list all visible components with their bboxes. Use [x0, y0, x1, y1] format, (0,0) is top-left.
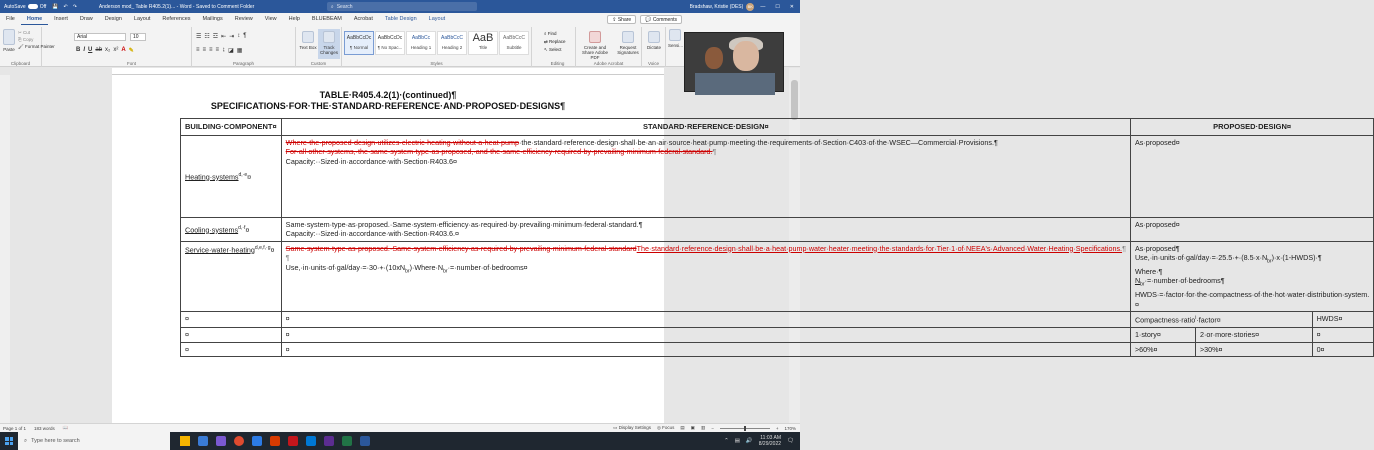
- focus-icon: ◎: [656, 425, 663, 430]
- shading-icon[interactable]: ◪: [228, 48, 234, 54]
- edge-icon[interactable]: [198, 436, 208, 446]
- style-heading-2[interactable]: [437, 31, 467, 55]
- bullets-icon[interactable]: ☰: [196, 34, 202, 40]
- track-changes-label: Track Changes: [319, 45, 338, 55]
- vertical-ruler: [0, 75, 10, 423]
- paragraph-mark: ¶: [285, 253, 290, 262]
- video-call-overlay[interactable]: [684, 32, 784, 92]
- heating-footnote: d,·e: [238, 171, 248, 178]
- adobe-group-label: Adobe Acrobat: [593, 61, 624, 66]
- align-right-icon[interactable]: ≡: [209, 47, 213, 53]
- style-name: Heading 2: [441, 45, 463, 50]
- font-group-label: Font: [126, 61, 136, 66]
- proposed-text: HWDS·=·factor·for·the·compactness·of·the·hot·water·distribution·system.¤: [1134, 290, 1370, 309]
- subscript: br: [1267, 258, 1272, 265]
- align-left-icon[interactable]: ≡: [196, 47, 200, 53]
- paragraph-group-label: Paragraph: [232, 61, 254, 66]
- font-group: [72, 27, 192, 67]
- chevron-up-icon[interactable]: ⌃: [724, 438, 729, 444]
- taskbar: [0, 432, 800, 450]
- tab-view[interactable]: View: [264, 16, 277, 22]
- table-row: [181, 135, 1374, 217]
- bold-button[interactable]: B: [76, 47, 81, 53]
- sensitivity-icon: [669, 29, 681, 41]
- compactness-cell[interactable]: [1130, 312, 1312, 328]
- share-button[interactable]: [607, 15, 636, 24]
- cooling-proposed-cell[interactable]: As·proposed¤: [1130, 217, 1373, 241]
- proofing-icon[interactable]: 📖: [62, 425, 69, 430]
- title-bar: [0, 0, 800, 13]
- text-box-button[interactable]: [298, 31, 318, 50]
- scissors-icon: ✂: [18, 30, 22, 35]
- table-title: TABLE·R405.4.2(1)·(continued)¶: [319, 90, 457, 100]
- user-account[interactable]: [690, 3, 755, 11]
- style-name: ¶ Normal: [349, 45, 369, 50]
- proposed-text: Where·¶: [1134, 266, 1163, 276]
- share-label: Share: [617, 16, 632, 23]
- sensitivity-button[interactable]: [668, 29, 682, 48]
- editing-group-label: Editing: [550, 61, 565, 66]
- empty-cell[interactable]: ¤: [181, 312, 282, 328]
- video-participant: [705, 47, 723, 69]
- search-icon: ⌕: [330, 3, 334, 10]
- tab-mailings[interactable]: Mailings: [202, 16, 223, 22]
- windows-icon: [5, 437, 13, 445]
- text-box-label: Text Box: [299, 45, 317, 50]
- zoom-out-button[interactable]: −: [711, 425, 714, 431]
- compactness-label: Compactness·ratio: [1134, 315, 1196, 325]
- water-footnote: d,e,f,·g: [254, 244, 271, 251]
- clipboard-icon: [3, 29, 15, 45]
- teams-icon[interactable]: [216, 436, 226, 446]
- tab-draw[interactable]: Draw: [79, 16, 93, 22]
- request-signatures-button[interactable]: [614, 31, 642, 55]
- multilevel-icon[interactable]: ☲: [212, 34, 219, 40]
- font-name-select[interactable]: Arial: [74, 33, 126, 41]
- table-row: [181, 119, 1374, 136]
- clock-time: 11:03 AM: [760, 435, 782, 441]
- standard-text: Same·system·type·as·proposed.·Same·system·efficiency·as·required·by·prevailing·minimum·federal·standard.¶: [285, 219, 643, 229]
- chrome-icon[interactable]: [234, 436, 244, 446]
- hwds-cell[interactable]: HWDS¤: [1312, 312, 1374, 328]
- strikethrough-button[interactable]: ab: [95, 47, 103, 53]
- notifications-icon[interactable]: 🗨: [787, 438, 794, 444]
- cell-mark: ¤: [247, 171, 252, 181]
- style-preview: AaB: [472, 32, 494, 44]
- print-layout-icon[interactable]: ▣: [690, 425, 695, 430]
- deleted-text: For·all·other·systems,·the·same·system·type·as·proposed,·and·the·same·efficiency·required·by·prevailing·minimum·federal·standard.: [285, 147, 713, 156]
- empty-cell[interactable]: ¤: [181, 342, 282, 357]
- replace-label: Replace: [549, 39, 566, 44]
- style-name: Title: [478, 45, 488, 50]
- search-box[interactable]: [327, 2, 477, 11]
- display-icon: ▭: [613, 425, 619, 430]
- onenote-icon[interactable]: [324, 436, 334, 446]
- style-preview: AaBbCcDc: [377, 35, 403, 41]
- pct1-cell[interactable]: >60%¤: [1130, 342, 1195, 357]
- tab-references[interactable]: References: [162, 16, 191, 22]
- empty-cell[interactable]: ¤: [281, 312, 1130, 328]
- replace-button[interactable]: [544, 38, 566, 46]
- standard-text: ·the·standard·reference·design·shall·be·an·air·source·heat·pump·meeting·the·requirements·of·Section·C403·of·the·WSEC—Commercial·Provisions.¶: [518, 137, 998, 147]
- water-proposed-cell[interactable]: [1130, 241, 1373, 312]
- inserted-text: The·standard·reference·design·shall·be·a·heat·pump·water·heater·meeting·the·standards·for·Tier·1·of·NEEA's·Advanced·Water·Heating·Specifications.: [636, 243, 1123, 253]
- create-share-label: Create and Share Adobe PDF: [581, 45, 609, 60]
- style-no-spacing[interactable]: [375, 31, 405, 55]
- autosave-toggle[interactable]: [4, 4, 46, 10]
- deleted-text: Same·system·type·as·proposed.·Same·system·efficiency·as·required·by·prevailing·minimum·federal·standard: [285, 243, 637, 253]
- cut-button[interactable]: [18, 29, 55, 36]
- custom-group-label: Custom: [310, 61, 327, 66]
- heating-label: Heating·systems: [185, 171, 239, 181]
- font-size-select[interactable]: 10: [130, 33, 146, 41]
- request-signatures-label: Request Signatures: [617, 45, 639, 55]
- microphone-icon: [648, 31, 660, 43]
- style-preview: AaBbCcC: [503, 35, 525, 41]
- adobe-group: [576, 27, 642, 67]
- empty-cell[interactable]: ¤: [1312, 328, 1374, 343]
- borders-icon[interactable]: ▦: [236, 48, 243, 54]
- clock-date: 8/29/2022: [758, 441, 782, 447]
- video-background: [695, 73, 775, 95]
- page-count[interactable]: Page 1 of 1: [3, 425, 27, 431]
- table-row: [181, 241, 1374, 312]
- style-heading-1[interactable]: [406, 31, 436, 55]
- highlight-icon[interactable]: ✎: [128, 48, 134, 54]
- ribbon: [0, 25, 800, 67]
- read-mode-icon[interactable]: ▤: [680, 425, 685, 430]
- water-label: Service·water·heating: [185, 244, 255, 254]
- font-color-icon[interactable]: A: [121, 47, 126, 53]
- save-icon[interactable]: 💾: [52, 3, 59, 10]
- empty-cell[interactable]: ¤: [181, 328, 282, 343]
- display-settings-label: Display Settings: [618, 425, 651, 430]
- maximize-button[interactable]: ☐: [775, 3, 780, 10]
- document-title: Anderson mod_ Table R405.2(1)... - Word - Saved to Comment Folder: [98, 3, 255, 10]
- heating-standard-cell[interactable]: [281, 135, 1130, 217]
- toggle-icon: [28, 4, 38, 9]
- voice-group: [642, 27, 666, 67]
- word-icon[interactable]: [252, 436, 262, 446]
- acrobat-icon[interactable]: [288, 436, 298, 446]
- capacity-text: Capacity:··Sized·in·accordance·with·Section·R403.6.¤: [285, 229, 460, 238]
- copy-label: Copy: [22, 37, 34, 42]
- volume-icon[interactable]: 🔊: [745, 438, 753, 444]
- table-row: [181, 328, 1374, 343]
- tab-file[interactable]: File: [6, 16, 15, 22]
- user-name: Bradshaw, Kristie (DES): [689, 3, 744, 10]
- status-bar: [0, 423, 800, 432]
- increase-indent-icon[interactable]: ⇥: [229, 34, 235, 40]
- deleted-text: Where·the·proposed·design·utilizes·electric·heating·without·a·heat·pump: [285, 137, 519, 147]
- zoom-in-button[interactable]: +: [775, 425, 779, 431]
- tab-layout[interactable]: Layout: [133, 16, 151, 22]
- tab-insert[interactable]: Insert: [54, 16, 68, 22]
- styles-group: [342, 27, 532, 67]
- tab-review[interactable]: Review: [234, 16, 253, 22]
- style-name: Subtitle: [506, 45, 522, 50]
- style-preview: AaBbCcC: [441, 35, 463, 41]
- search-icon: ⌕: [24, 437, 28, 444]
- paragraph-mark: ¶: [1122, 243, 1126, 253]
- select-button[interactable]: [544, 46, 566, 54]
- clipboard-group: [0, 27, 55, 67]
- word-count[interactable]: 183 words: [34, 425, 55, 431]
- autosave-label: AutoSave: [4, 3, 26, 10]
- proposed-text: As·proposed¶: [1134, 243, 1180, 253]
- compactness-label: ·factor¤: [1196, 315, 1221, 325]
- taskbar-search-placeholder: Type here to search: [31, 438, 80, 444]
- usage-text: )·Where·N: [409, 262, 444, 272]
- text-box-icon: [302, 31, 314, 43]
- paste-label: Paste: [3, 47, 15, 52]
- tab-design[interactable]: Design: [104, 16, 122, 22]
- heating-label-cell[interactable]: [181, 135, 282, 217]
- pilcrow-icon[interactable]: ¶: [243, 33, 247, 39]
- usage-text: Use,·in·units·of·gal/day·=·30·+·(10xN: [285, 262, 406, 272]
- cursor-icon: ↖: [544, 47, 548, 52]
- subscript-button[interactable]: x₂: [105, 47, 111, 53]
- file-explorer-icon[interactable]: [180, 436, 190, 446]
- comment-icon: 💬: [645, 16, 653, 23]
- copy-icon: ⎘: [18, 37, 22, 42]
- styles-group-label: Styles: [430, 61, 443, 66]
- tab-table-layout[interactable]: Layout: [428, 16, 446, 22]
- zoom-slider-thumb[interactable]: [744, 426, 746, 431]
- italic-button[interactable]: I: [83, 47, 86, 53]
- focus-label: Focus: [662, 425, 675, 430]
- align-center-icon[interactable]: ≡: [202, 47, 207, 53]
- subscript: br: [443, 267, 448, 274]
- undo-icon[interactable]: ↶: [63, 3, 68, 10]
- tab-bluebeam[interactable]: BLUEBEAM: [311, 16, 342, 22]
- clipboard-group-label: Clipboard: [10, 61, 31, 66]
- paragraph-mark: ¶: [712, 147, 717, 156]
- custom-group: [296, 27, 342, 67]
- avatar: BK: [747, 3, 753, 9]
- table-row: [181, 217, 1374, 241]
- select-label: Select: [549, 47, 562, 52]
- format-painter-button[interactable]: [18, 43, 55, 50]
- compactness-footnote: i: [1195, 315, 1197, 322]
- tab-table-design[interactable]: Table Design: [384, 16, 417, 22]
- minimize-button[interactable]: —: [760, 3, 766, 10]
- style-preview: AaBbCc: [411, 35, 431, 41]
- ribbon-tabs: [0, 13, 800, 25]
- paragraph-group: [192, 27, 296, 67]
- subscript: br: [405, 267, 410, 274]
- water-label-cell[interactable]: [181, 241, 282, 312]
- display-settings-button[interactable]: [613, 425, 651, 431]
- editing-group: [540, 27, 576, 67]
- find-button[interactable]: [544, 30, 566, 38]
- style-name: Heading 1: [410, 45, 432, 50]
- capacity-text: Capacity:··Sized·in·accordance·with·Section·R403.6¤: [285, 156, 458, 166]
- water-standard-cell[interactable]: [281, 241, 1130, 312]
- pdf-icon: [589, 31, 601, 43]
- proposed-text: )·x·(1-HWDS)·¶: [1271, 253, 1322, 262]
- voice-group-label: Voice: [647, 61, 659, 66]
- track-changes-icon: [323, 31, 335, 43]
- table-row: [181, 312, 1374, 328]
- redo-icon[interactable]: ↷: [72, 3, 77, 10]
- share-icon: ⇪: [612, 16, 618, 23]
- header-proposed[interactable]: PROPOSED·DESIGN¤: [1130, 119, 1373, 136]
- horizontal-ruler: [112, 68, 664, 75]
- tab-acrobat[interactable]: Acrobat: [353, 16, 373, 22]
- usage-text: ·=·number·of·bedrooms¤: [447, 262, 528, 272]
- justify-icon[interactable]: ≡: [215, 47, 220, 53]
- web-layout-icon[interactable]: ▥: [700, 425, 706, 430]
- tab-help[interactable]: Help: [288, 16, 300, 22]
- proposed-text: N: [1134, 276, 1141, 286]
- comments-label: Comments: [652, 16, 677, 23]
- numbering-icon[interactable]: ☷: [204, 34, 210, 40]
- superscript-button[interactable]: x²: [113, 47, 119, 53]
- video-participant: [733, 41, 759, 71]
- replace-icon: ⇄: [544, 39, 548, 44]
- word-active-icon[interactable]: [360, 436, 370, 446]
- line-spacing-icon[interactable]: ↨: [222, 47, 226, 53]
- table-row: [181, 342, 1374, 357]
- style-subtitle[interactable]: [499, 31, 529, 55]
- dictate-label: Dictate: [646, 45, 661, 50]
- create-share-pdf-button[interactable]: [578, 31, 612, 60]
- subscript: br: [1140, 281, 1145, 288]
- search-icon: ⌕: [544, 31, 547, 36]
- comments-button[interactable]: [640, 15, 682, 24]
- copy-button[interactable]: [18, 36, 55, 43]
- header-component[interactable]: BUILDING·COMPONENT¤: [181, 119, 282, 136]
- empty-cell[interactable]: ¤: [281, 342, 1130, 357]
- zoom-level[interactable]: 170%: [784, 425, 796, 431]
- style-title[interactable]: [468, 31, 498, 55]
- search-placeholder: Search: [336, 3, 353, 10]
- cooling-standard-cell[interactable]: [281, 217, 1130, 241]
- sort-icon[interactable]: ↕: [237, 33, 241, 39]
- start-button[interactable]: [0, 432, 18, 450]
- cell-mark: ¤: [270, 244, 275, 254]
- header-standard[interactable]: STANDARD·REFERENCE·DESIGN¤: [281, 119, 1130, 136]
- sensitivity-label: Sensi...: [668, 43, 684, 48]
- style-normal[interactable]: [344, 31, 374, 55]
- powerpoint-icon[interactable]: [270, 436, 280, 446]
- heating-proposed-cell[interactable]: As·proposed¤: [1130, 135, 1373, 217]
- spec-table[interactable]: [180, 118, 1374, 357]
- excel-icon[interactable]: [342, 436, 352, 446]
- system-tray: [724, 435, 794, 447]
- close-button[interactable]: ✕: [789, 3, 794, 10]
- find-label: Find: [547, 31, 557, 36]
- cooling-label: Cooling·systems: [185, 224, 239, 234]
- cut-label: Cut: [23, 30, 31, 35]
- zoom-slider[interactable]: [720, 428, 770, 429]
- clock[interactable]: [759, 435, 781, 447]
- signature-icon: [622, 31, 634, 43]
- outlook-icon[interactable]: [306, 436, 316, 446]
- decrease-indent-icon[interactable]: ⇤: [221, 34, 227, 40]
- autosave-state: Off: [39, 3, 47, 10]
- brush-icon: 🖌: [18, 44, 24, 49]
- cooling-label-cell[interactable]: [181, 217, 282, 241]
- taskbar-search[interactable]: [18, 432, 170, 450]
- style-name: ¶ No Spac...: [377, 45, 403, 50]
- cell-mark: ¤: [245, 224, 250, 234]
- empty-cell[interactable]: ¤: [281, 328, 1130, 343]
- proposed-text: ·=·number·of·bedrooms¶: [1144, 276, 1225, 286]
- cooling-footnote: d,·f: [238, 224, 246, 231]
- scrollbar-thumb[interactable]: [791, 80, 798, 120]
- track-changes-button[interactable]: [318, 29, 340, 59]
- format-painter-label: Format Painter: [24, 44, 55, 49]
- network-icon[interactable]: ▤: [734, 438, 740, 444]
- proposed-text: Use,·in·units·of·gal/day·=·25.5·+·(8.5·x·N: [1134, 253, 1268, 262]
- underline-button[interactable]: U: [88, 47, 93, 53]
- one-story-cell[interactable]: 1·story¤: [1130, 328, 1195, 343]
- zero-cell[interactable]: 0¤: [1312, 342, 1374, 357]
- table-subtitle: SPECIFICATIONS·FOR·THE·STANDARD·REFERENCE·AND·PROPOSED·DESIGNS¶: [210, 101, 566, 111]
- style-preview: AaBbCcDc: [346, 35, 372, 41]
- two-story-cell[interactable]: 2·or·more·stories¤: [1195, 328, 1312, 343]
- tab-home[interactable]: Home: [21, 13, 48, 25]
- focus-button[interactable]: [657, 425, 674, 431]
- dictate-button[interactable]: [644, 31, 664, 50]
- paste-button[interactable]: [3, 29, 15, 52]
- pct2-cell[interactable]: >30%¤: [1195, 342, 1312, 357]
